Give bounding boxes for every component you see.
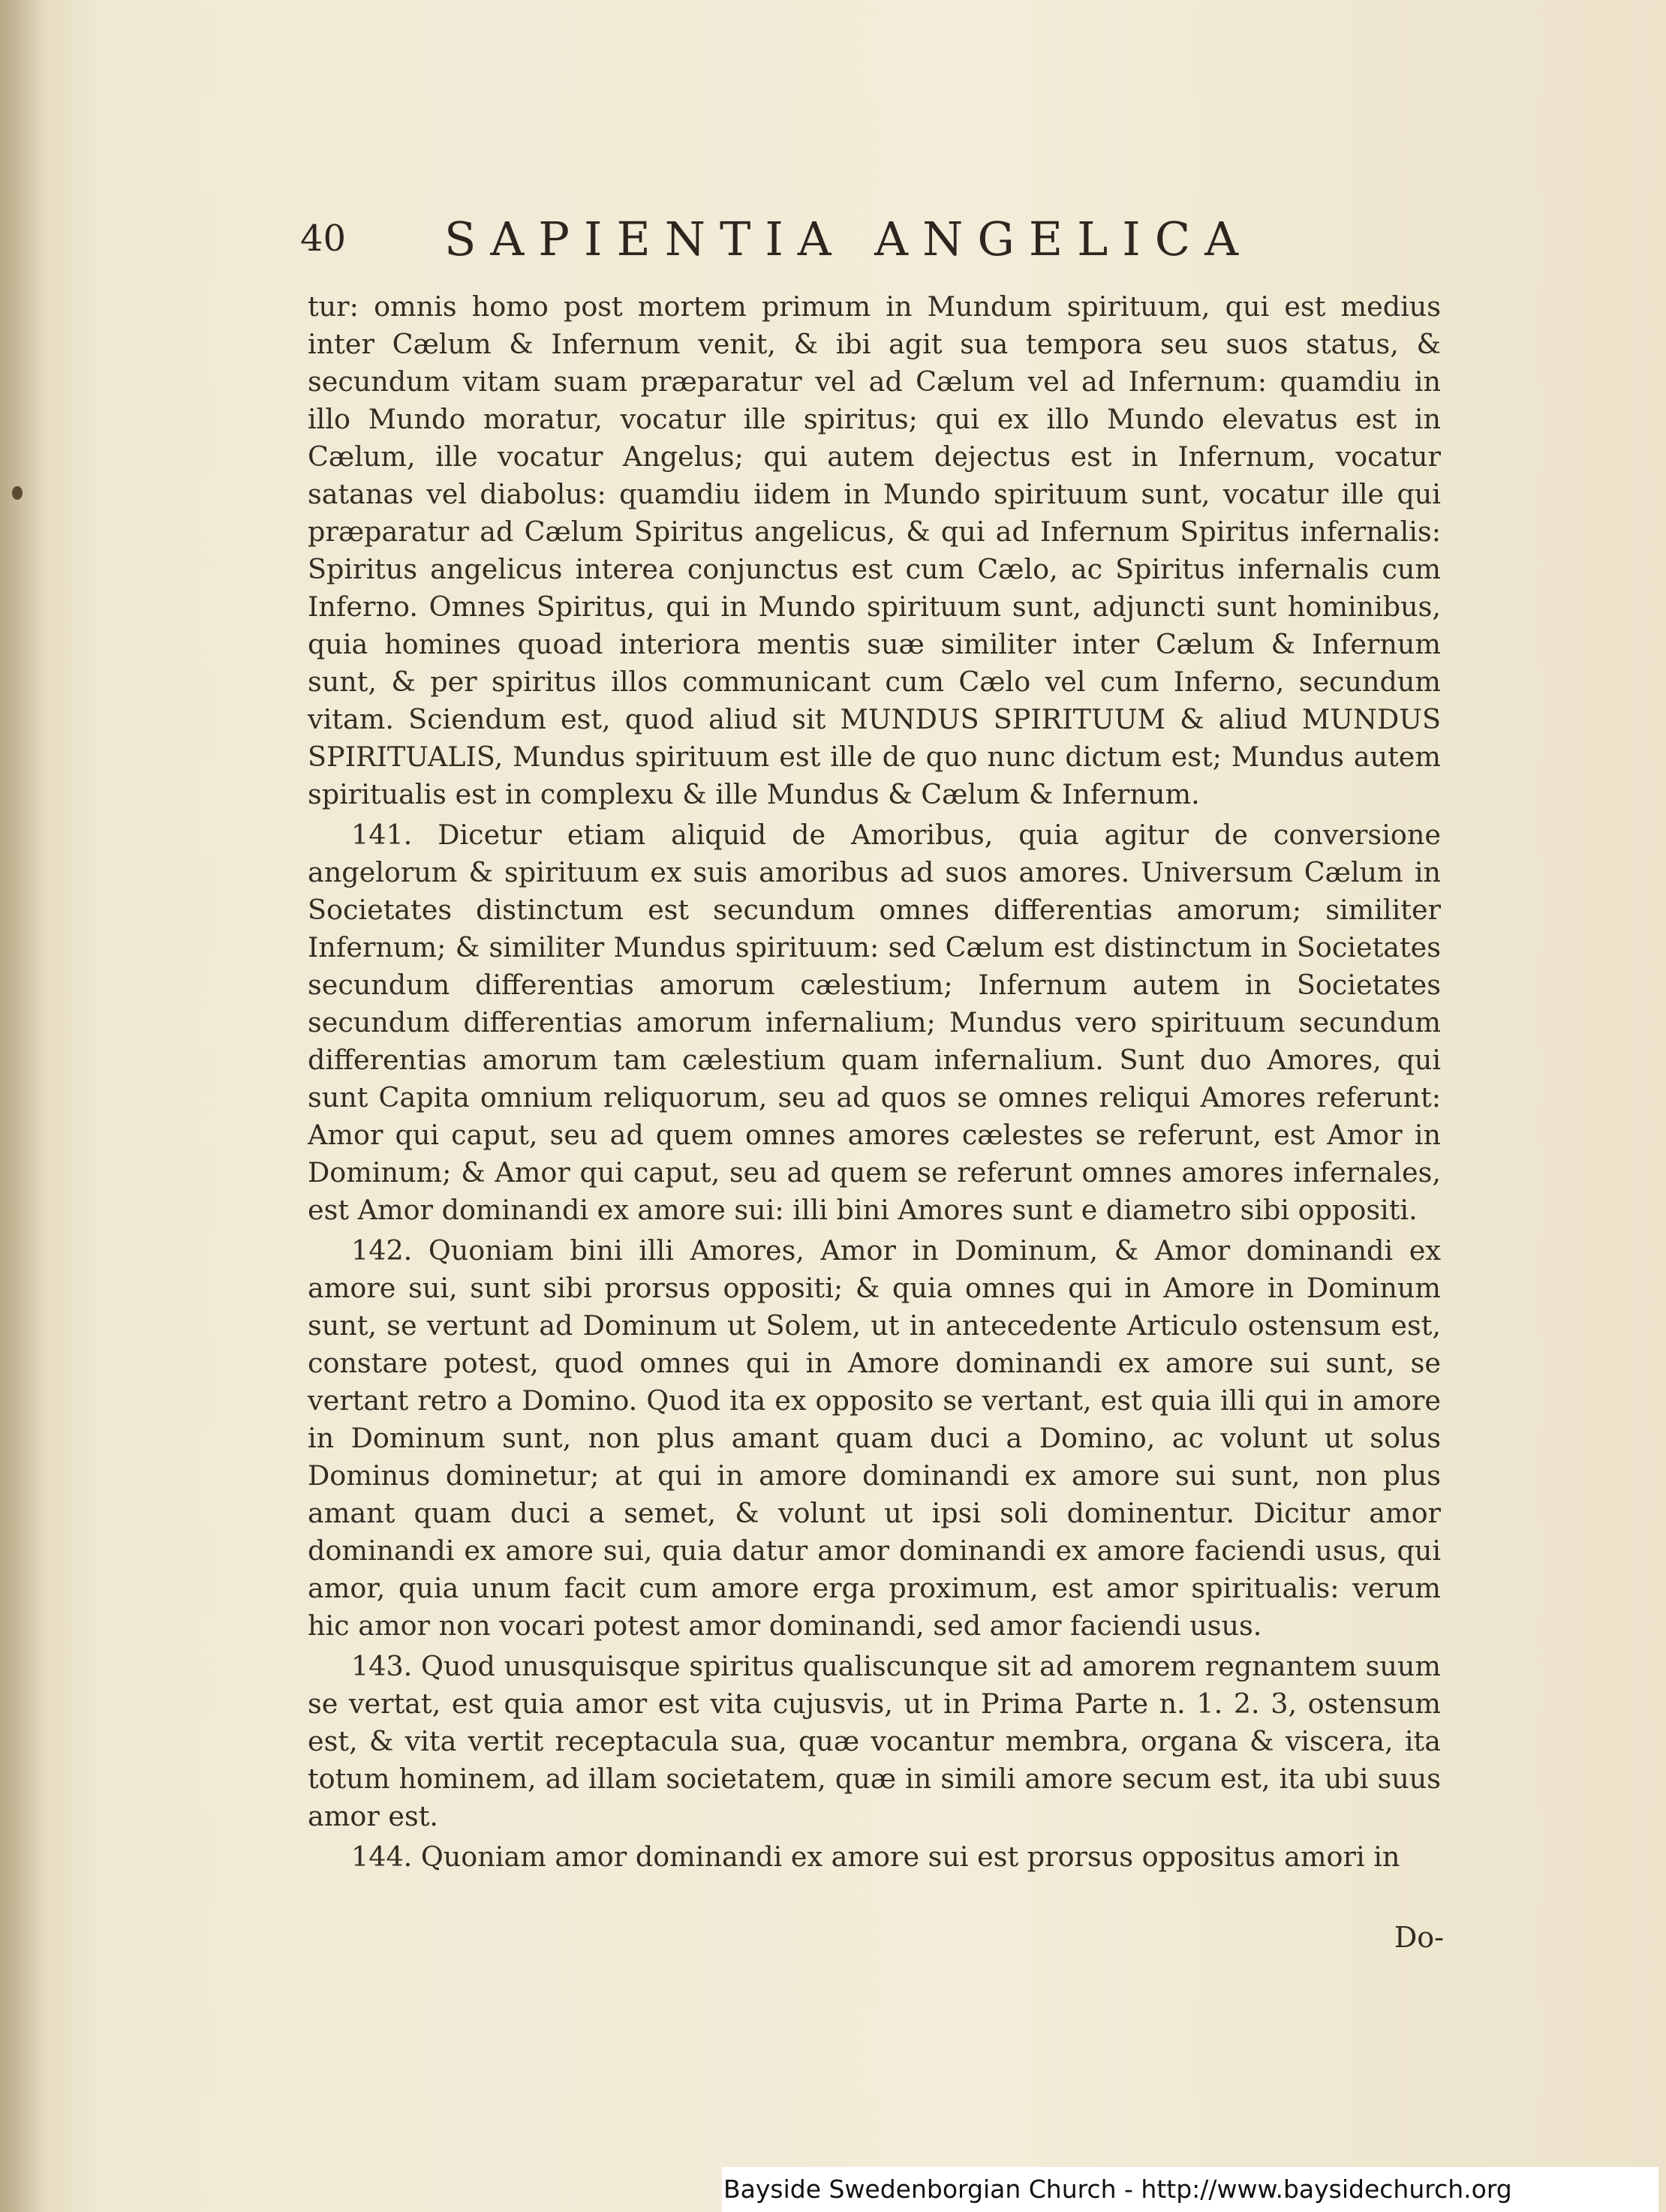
book-title: SAPIENTIA ANGELICA xyxy=(444,212,1253,266)
paragraph-141: 141. Dicetur etiam aliquid de Amoribus, quia agitur de conversione angelorum & spirituum ex suis amoribus ad suos amores. Universum Cælum in Societates distinctum est secundum omnes differentias amorum; similiter Infernum; & similiter Mundus spirituum: sed Cælum est distinctum in Societates secundum differentias amorum cælestium; Infernum autem in Societates secundum differentias amorum infernalium; Mundus vero spirituum secundum differentias amorum tam cælestium quam infernalium. Sunt duo Amores, qui sunt Capita omnium reliquorum, seu ad quos se omnes reliqui Amores referunt: Amor qui caput, seu ad quem omnes amores cælestes se referunt, est Amor in Dominum; & Amor qui caput, seu ad quem se referunt omnes amores infernales, est Amor dominandi ex amore sui: illi bini Amores sunt e diametro sibi oppositi. xyxy=(308,819,1441,1226)
paragraph-143: 143. Quod unusquisque spiritus qualiscunque sit ad amorem regnantem suum se vertat, est quia amor est vita cujusvis, ut in Prima Parte n. 1. 2. 3, ostensum est, & vita vertit receptacula sua, quæ vocantur membra, organa & viscera, ita totum hominem, ad illam societatem, quæ in simili amore secum est, ita ubi suus amor est. xyxy=(308,1650,1441,1832)
ink-spot xyxy=(12,486,23,500)
gutter-shadow xyxy=(0,0,45,2212)
paragraph-140-continued: tur: omnis homo post mortem primum in Mundum spirituum, qui est medius inter Cælum & Infernum venit, & ibi agit sua tempora seu suos status, & secundum vitam suam præparatur vel ad Cælum vel ad Infernum: quamdiu in illo Mundo moratur, vocatur ille spiritus; qui ex illo Mundo elevatus est in Cælum, ille vocatur Angelus; qui autem dejectus est in Infernum, vocatur satanas vel diabolus: quamdiu iidem in Mundo spirituum sunt, vocatur ille qui præparatur ad Cælum Spiritus angelicus, & qui ad Infernum Spiritus infernalis: Spiritus angelicus interea conjunctus est cum Cælo, ac Spiritus infernalis cum Inferno. Omnes Spiritus, qui in Mundo spirituum sunt, adjuncti sunt hominibus, quia homines quoad interiora mentis suæ similiter inter Cælum & Infernum sunt, & per spiritus illos communicant cum Cælo vel cum Inferno, secundum vitam. Sciendum est, quod aliud sit MUNDUS SPIRITUUM & aliud MUNDUS SPIRITUALIS, Mundus spirituum est ille de quo nunc dictum est; Mundus autem spiritualis est in complexu & ille Mundus & Cælum & Infernum. xyxy=(308,290,1441,810)
source-watermark xyxy=(722,2167,1658,2212)
paragraph-144: 144. Quoniam amor dominandi ex amore sui est prorsus oppositus amori in xyxy=(351,1841,1400,1873)
body-text xyxy=(308,288,1441,1876)
paragraph-142: 142. Quoniam bini illi Amores, Amor in Dominum, & Amor dominandi ex amore sui, sunt sibi prorsus oppositi; & quia omnes qui in Amore in Dominum sunt, se vertunt ad Dominum ut Solem, ut in antecedente Articulo ostensum est, constare potest, quod omnes qui in Amore dominandi ex amore sui sunt, se vertant retro a Domino. Quod ita ex opposito se vertant, est quia illi qui in amore in Dominum sunt, non plus amant quam duci a Domino, ac volunt ut solus Dominus dominetur; at qui in amore dominandi ex amore sui sunt, non plus amant quam duci a semet, & volunt ut ipsi soli dominentur. Dicitur amor dominandi ex amore sui, quia datur amor dominandi ex amore faciendi usus, qui amor, quia unum facit cum amore erga proximum, est amor spiritualis: verum hic amor non vocari potest amor dominandi, sed amor faciendi usus. xyxy=(308,1234,1441,1642)
page-number: 40 xyxy=(300,218,347,260)
running-head xyxy=(300,212,1298,272)
watermark-text: Bayside Swedenborgian Church - http://www.baysidechurch.org xyxy=(723,2174,1512,2204)
catchword: Do- xyxy=(1394,1921,1444,1954)
